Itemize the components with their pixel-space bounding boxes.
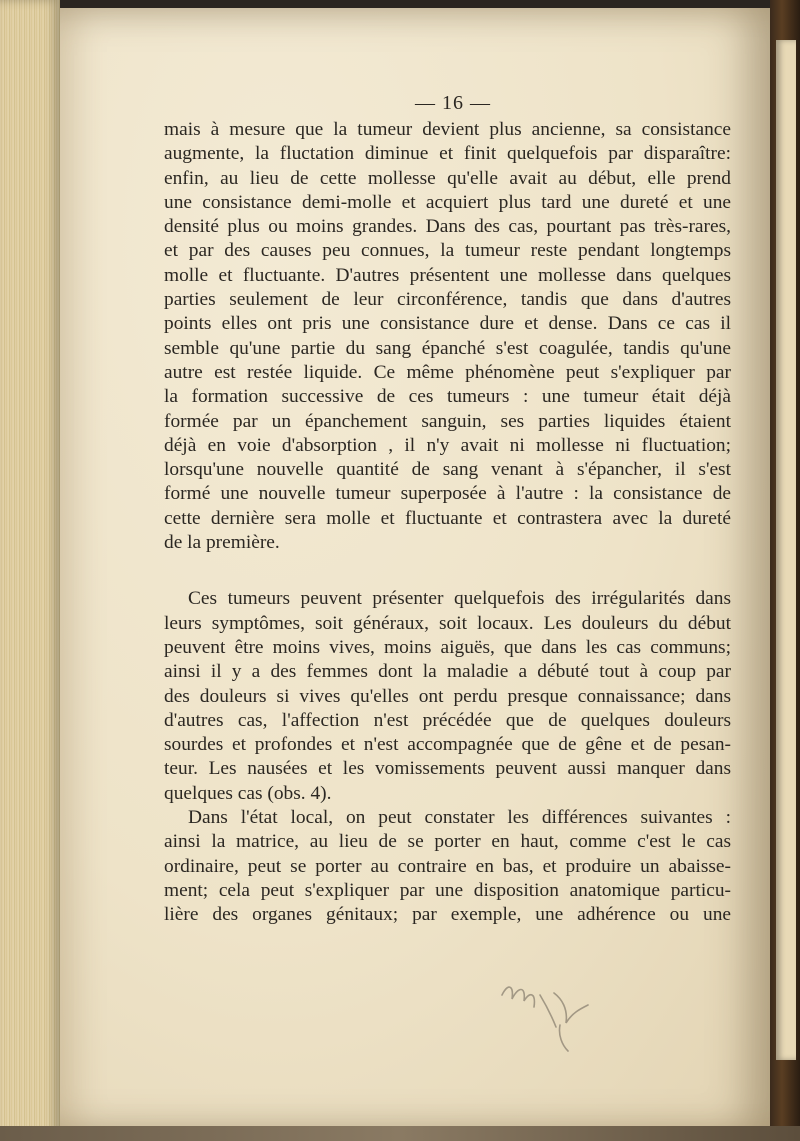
text-line: lière des organes génitaux; par exemple, une adhérence ou une — [164, 904, 731, 926]
text-line: de la première. — [164, 532, 280, 554]
text-line: peuvent être moins vives, moins aiguës, que dans les cas communs; — [164, 636, 731, 658]
text-line: enfin, au lieu de cette mollesse qu'elle avait au début, elle prend — [164, 167, 731, 189]
text-line: autre est restée liquide. Ce même phénomène peut s'expliquer par — [164, 361, 731, 383]
text-line: et par des causes peu connues, la tumeur reste pendant longtemps — [164, 240, 731, 262]
text-line: ment; cela peut s'expliquer par une disposition anatomique particu- — [164, 879, 731, 901]
text-line: molle et fluctuante. D'autres présentent une mollesse dans quelques — [164, 264, 731, 286]
text-line: semble qu'une partie du sang épanché s'est coagulée, tandis qu'une — [164, 337, 731, 359]
body-text — [164, 118, 731, 928]
text-line: des douleurs si vives qu'elles ont perdu presque connaissance; dans — [164, 685, 731, 707]
book-binding-right — [770, 0, 800, 1141]
text-line: formée par un épanchement sanguin, ses parties liquides étaient — [164, 410, 731, 432]
paragraph — [164, 806, 731, 927]
text-line: formé une nouvelle tumeur superposée à l'autre : la consistance de — [164, 483, 731, 505]
text-line: la formation successive de ces tumeurs : une tumeur était déjà — [164, 386, 731, 408]
text-line: parties seulement de leur circonférence, tandis que dans d'autres — [164, 289, 731, 311]
paragraph — [164, 118, 731, 555]
paragraph — [164, 587, 731, 806]
text-line: Dans l'état local, on peut constater les différences suivantes : — [188, 807, 731, 829]
page-number: — 16 — — [415, 92, 491, 114]
scan-bottom-band — [0, 1126, 800, 1141]
facing-page-edge — [776, 40, 796, 1060]
text-line: leurs symptômes, soit généraux, soit locaux. Les douleurs du début — [164, 612, 731, 634]
text-line: déjà en voie d'absorption , il n'y avait ni mollesse ni fluctuation; — [164, 434, 731, 456]
paragraph-gap — [164, 555, 731, 587]
text-line: une consistance demi-molle et acquiert plus tard une dureté et une — [164, 191, 731, 213]
text-line: Ces tumeurs peuvent présenter quelquefois des irrégularités dans — [188, 588, 731, 610]
text-line: ainsi il y a des femmes dont la maladie a débuté tout à coup par — [164, 661, 731, 683]
text-line: ordinaire, peut se porter au contraire en bas, et produire un abaisse- — [164, 855, 731, 877]
text-line: densité plus ou moins grandes. Dans des cas, pourtant pas très-rares, — [164, 216, 731, 238]
text-line: quelques cas (obs. 4). — [164, 782, 332, 804]
text-line: lorsqu'une nouvelle quantité de sang venant à s'épancher, il s'est — [164, 459, 731, 481]
text-line: augmente, la fluctation diminue et finit quelquefois par disparaître: — [164, 143, 731, 165]
text-line: d'autres cas, l'affection n'est précédée que de quelques douleurs — [164, 709, 731, 731]
book-page-edges — [0, 0, 60, 1141]
text-line: points elles ont pris une consistance dure et dense. Dans ce cas il — [164, 313, 731, 335]
text-line: mais à mesure que la tumeur devient plus ancienne, sa consistance — [164, 119, 731, 140]
text-line: cette dernière sera molle et fluctuante et contrastera avec la dureté — [164, 507, 731, 529]
handwritten-pencil-mark — [496, 965, 606, 1055]
text-line: teur. Les nausées et les vomissements peuvent aussi manquer dans — [164, 758, 731, 780]
text-line: ainsi la matrice, au lieu de se porter en haut, comme c'est le cas — [164, 831, 731, 853]
text-line: sourdes et profondes et n'est accompagnée que de gêne et de pesan- — [164, 734, 731, 756]
